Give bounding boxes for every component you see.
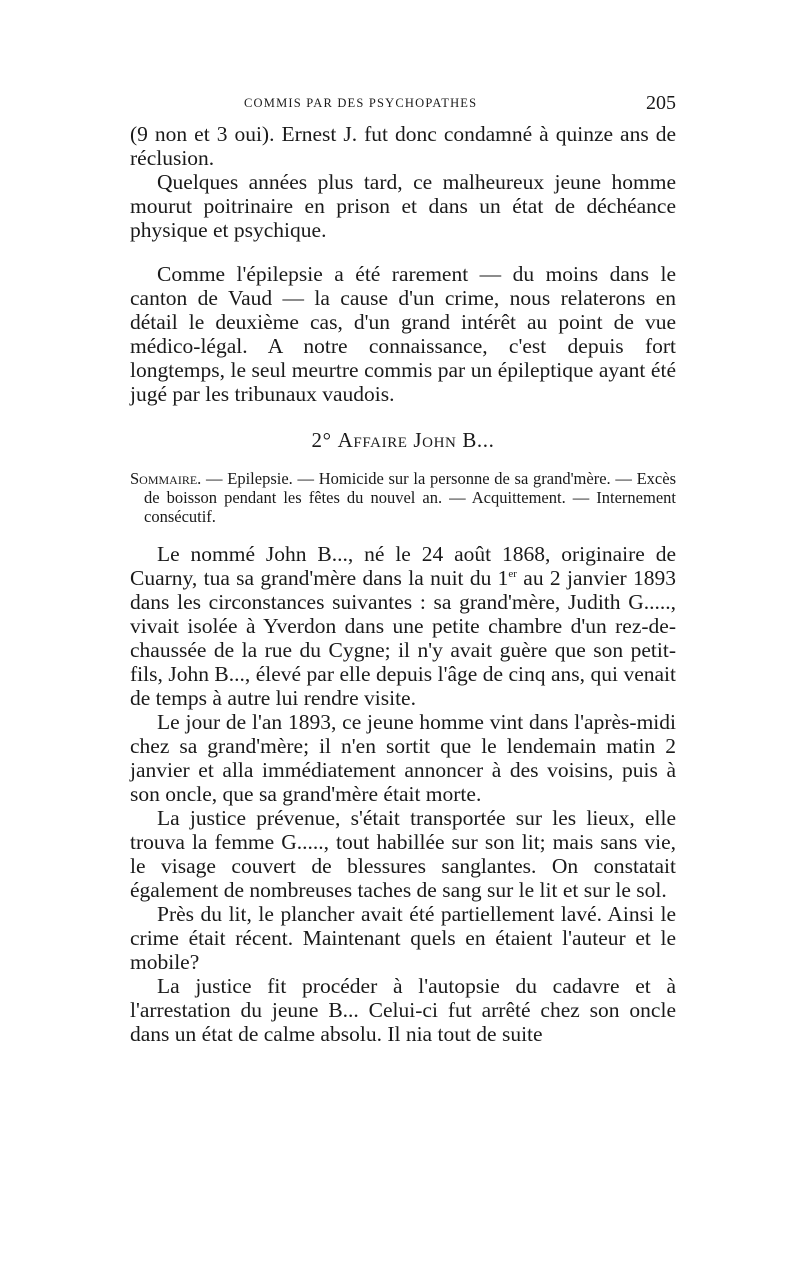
paragraph: Comme l'épilepsie a été rarement — du moins dans le canton de Vaud — la cause d'un crime, nous relaterons en détail le deuxième cas, d'un grand intérêt au point de vue médico-légal. A notre connaissance, c'est depuis fort longtemps, le seul meurtre commis par un épileptique ayant été jugé par les tribunaux vaudois. bbox=[130, 262, 676, 406]
paragraph: Quelques années plus tard, ce malheureux jeune homme mourut poitrinaire en prison et dans un état de déchéance physique et psychique. bbox=[130, 170, 676, 242]
book-page bbox=[130, 92, 676, 1046]
running-title: COMMIS PAR DES PSYCHOPATHES bbox=[244, 96, 478, 110]
paragraph: Près du lit, le plancher avait été partiellement lavé. Ainsi le crime était récent. Maintenant quels en étaient l'auteur et le mobile? bbox=[130, 902, 676, 974]
ordinal-superscript: er bbox=[508, 567, 517, 580]
paragraph: Le jour de l'an 1893, ce jeune homme vint dans l'après-midi chez sa grand'mère; il n'en sortit que le lendemain matin 2 janvier et alla immédiatement annoncer à des voisins, puis à son oncle, que sa grand'mère était morte. bbox=[130, 710, 676, 806]
body-text-top bbox=[130, 122, 676, 406]
section-heading bbox=[130, 428, 676, 453]
section-number: 2° bbox=[311, 428, 332, 452]
summary-text: — Epilepsie. — Homicide sur la personne de sa grand'mère. — Excès de boisson pendant les fêtes du nouvel an. — Acquittement. — Internement consécutif. bbox=[144, 469, 676, 526]
paragraph: La justice fit procéder à l'autopsie du cadavre et à l'arrestation du jeune B... Celui-ci fut arrêté chez son oncle dans un état de calme absolu. Il nia tout de suite bbox=[130, 974, 676, 1046]
running-header bbox=[130, 92, 676, 122]
paragraph-text: Le nommé John B..., né le 24 août 1868, originaire de Cuarny, tua sa grand'mère dans la nuit du 1 bbox=[130, 542, 676, 590]
summary-block bbox=[130, 469, 676, 526]
summary-lead: Sommaire. bbox=[130, 469, 202, 488]
paragraph-text: au 2 janvier 1893 dans les circonstances suivantes : sa grand'mère, Judith G....., vivait isolée à Yverdon dans une petite chambre d'un rez-de-chaussée de la rue du Cygne; il n'y avait guère que son petit-fils, John B..., élevé par elle depuis l'âge de cinq ans, qui venait de temps à autre lui rendre visite. bbox=[130, 566, 676, 710]
section-title: Affaire John B... bbox=[337, 428, 495, 452]
page-number: 205 bbox=[646, 92, 676, 114]
paragraph: La justice prévenue, s'était transportée sur les lieux, elle trouva la femme G....., tout habillée sur son lit; mais sans vie, le visage couvert de blessures sanglantes. On constatait également de nombreuses taches de sang sur le lit et sur le sol. bbox=[130, 806, 676, 902]
body-text-bottom bbox=[130, 542, 676, 1046]
paragraph-continued: (9 non et 3 oui). Ernest J. fut donc condamné à quinze ans de réclusion. bbox=[130, 122, 676, 170]
paragraph bbox=[130, 542, 676, 710]
